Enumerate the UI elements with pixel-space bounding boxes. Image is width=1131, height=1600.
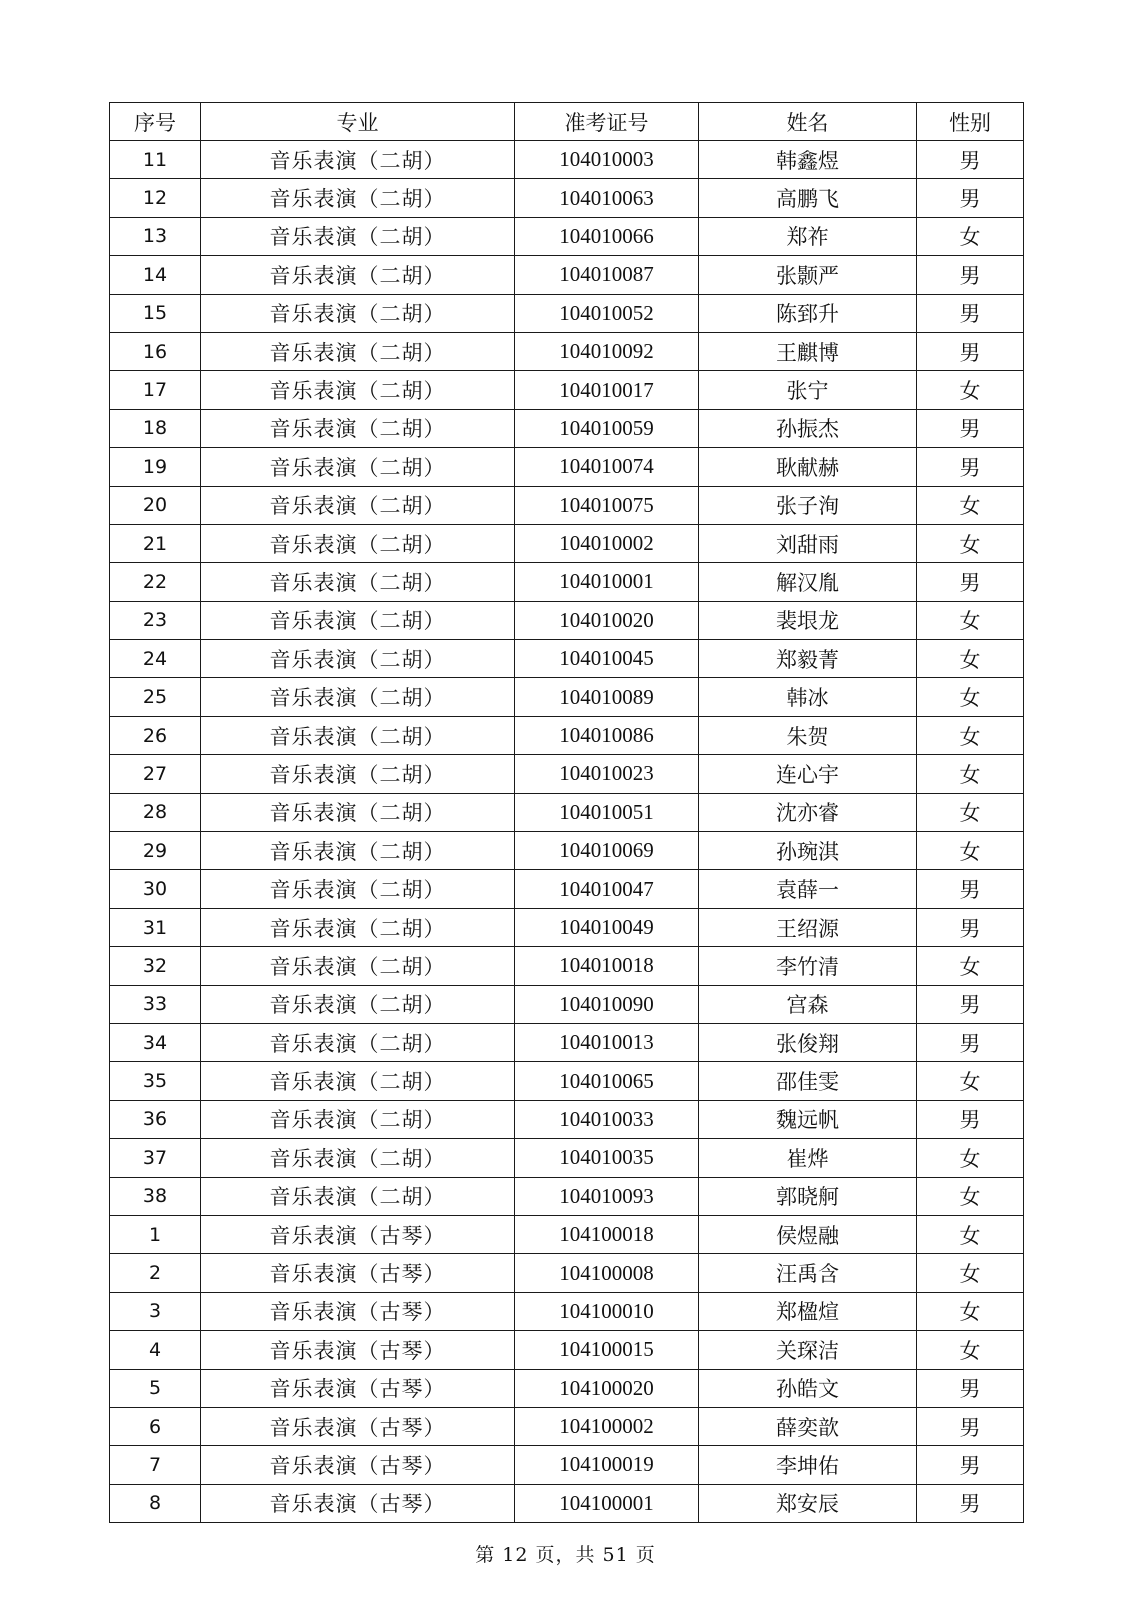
table-row [110, 1177, 1024, 1215]
cell-exam-id: 104010089 [515, 678, 699, 716]
cell-exam-id: 104100019 [515, 1446, 699, 1484]
cell-exam-id: 104010086 [515, 716, 699, 754]
table-row [110, 141, 1024, 179]
cell-gender: 男 [917, 985, 1024, 1023]
cell-gender: 男 [917, 448, 1024, 486]
cell-gender: 女 [917, 524, 1024, 562]
cell-major: 音乐表演（二胡） [201, 640, 515, 678]
cell-no: 19 [110, 448, 201, 486]
cell-no: 25 [110, 678, 201, 716]
cell-exam-id: 104010045 [515, 640, 699, 678]
cell-exam-id: 104010087 [515, 256, 699, 294]
cell-name: 朱贺 [699, 716, 917, 754]
cell-gender: 女 [917, 832, 1024, 870]
cell-major: 音乐表演（古琴） [201, 1484, 515, 1522]
cell-major: 音乐表演（二胡） [201, 1100, 515, 1138]
table-row [110, 716, 1024, 754]
cell-name: 袁薛一 [699, 870, 917, 908]
cell-name: 魏远帆 [699, 1100, 917, 1138]
table-row [110, 217, 1024, 255]
cell-major: 音乐表演（二胡） [201, 141, 515, 179]
cell-no: 16 [110, 332, 201, 370]
cell-name: 汪禹含 [699, 1254, 917, 1292]
cell-major: 音乐表演（二胡） [201, 294, 515, 332]
cell-exam-id: 104010051 [515, 793, 699, 831]
cell-exam-id: 104010074 [515, 448, 699, 486]
cell-major: 音乐表演（二胡） [201, 601, 515, 639]
cell-name: 王绍源 [699, 908, 917, 946]
cell-gender: 男 [917, 332, 1024, 370]
cell-major: 音乐表演（古琴） [201, 1331, 515, 1369]
cell-major: 音乐表演（二胡） [201, 486, 515, 524]
cell-exam-id: 104010063 [515, 179, 699, 217]
cell-gender: 女 [917, 1139, 1024, 1177]
cell-gender: 男 [917, 141, 1024, 179]
table-header [110, 103, 1024, 141]
table-row [110, 1331, 1024, 1369]
cell-name: 郑毅菁 [699, 640, 917, 678]
table-row [110, 1446, 1024, 1484]
cell-no: 37 [110, 1139, 201, 1177]
cell-gender: 女 [917, 1215, 1024, 1253]
cell-exam-id: 104010018 [515, 947, 699, 985]
cell-gender: 女 [917, 755, 1024, 793]
table-row [110, 601, 1024, 639]
cell-major: 音乐表演（二胡） [201, 1177, 515, 1215]
table-row [110, 1139, 1024, 1177]
cell-gender: 女 [917, 947, 1024, 985]
cell-no: 38 [110, 1177, 201, 1215]
cell-major: 音乐表演（古琴） [201, 1446, 515, 1484]
header-no: 序号 [110, 103, 201, 141]
cell-no: 29 [110, 832, 201, 870]
cell-exam-id: 104010092 [515, 332, 699, 370]
cell-name: 郑楹煊 [699, 1292, 917, 1330]
table-body [110, 141, 1024, 1523]
cell-exam-id: 104100002 [515, 1407, 699, 1445]
cell-name: 连心宇 [699, 755, 917, 793]
cell-name: 韩冰 [699, 678, 917, 716]
table-row [110, 947, 1024, 985]
cell-name: 耿献赫 [699, 448, 917, 486]
table-row [110, 486, 1024, 524]
cell-gender: 男 [917, 179, 1024, 217]
table-row [110, 832, 1024, 870]
cell-name: 关琛洁 [699, 1331, 917, 1369]
cell-name: 沈亦睿 [699, 793, 917, 831]
cell-name: 韩鑫煜 [699, 141, 917, 179]
cell-gender: 男 [917, 1407, 1024, 1445]
cell-name: 裴垠龙 [699, 601, 917, 639]
cell-name: 张颢严 [699, 256, 917, 294]
cell-major: 音乐表演（古琴） [201, 1369, 515, 1407]
cell-major: 音乐表演（二胡） [201, 793, 515, 831]
table-row [110, 1254, 1024, 1292]
cell-exam-id: 104010093 [515, 1177, 699, 1215]
cell-gender: 女 [917, 486, 1024, 524]
table-row [110, 1484, 1024, 1522]
cell-no: 15 [110, 294, 201, 332]
cell-name: 郑祚 [699, 217, 917, 255]
cell-major: 音乐表演（二胡） [201, 947, 515, 985]
cell-exam-id: 104100020 [515, 1369, 699, 1407]
cell-exam-id: 104100015 [515, 1331, 699, 1369]
cell-gender: 男 [917, 1446, 1024, 1484]
header-major: 专业 [201, 103, 515, 141]
table-row [110, 1407, 1024, 1445]
cell-major: 音乐表演（二胡） [201, 524, 515, 562]
cell-major: 音乐表演（古琴） [201, 1292, 515, 1330]
cell-no: 31 [110, 908, 201, 946]
cell-no: 20 [110, 486, 201, 524]
cell-name: 邵佳雯 [699, 1062, 917, 1100]
cell-major: 音乐表演（二胡） [201, 409, 515, 447]
cell-no: 17 [110, 371, 201, 409]
cell-major: 音乐表演（二胡） [201, 832, 515, 870]
cell-major: 音乐表演（二胡） [201, 371, 515, 409]
cell-exam-id: 104010052 [515, 294, 699, 332]
cell-no: 12 [110, 179, 201, 217]
table-row [110, 1292, 1024, 1330]
cell-major: 音乐表演（二胡） [201, 755, 515, 793]
table-row [110, 256, 1024, 294]
table-row [110, 1100, 1024, 1138]
cell-name: 孙皓文 [699, 1369, 917, 1407]
table-row [110, 793, 1024, 831]
cell-name: 李竹清 [699, 947, 917, 985]
cell-exam-id: 104010049 [515, 908, 699, 946]
cell-exam-id: 104010002 [515, 524, 699, 562]
cell-gender: 女 [917, 716, 1024, 754]
cell-no: 8 [110, 1484, 201, 1522]
cell-exam-id: 104100018 [515, 1215, 699, 1253]
cell-exam-id: 104010035 [515, 1139, 699, 1177]
cell-gender: 女 [917, 1177, 1024, 1215]
cell-no: 32 [110, 947, 201, 985]
table-row [110, 1062, 1024, 1100]
cell-gender: 女 [917, 1062, 1024, 1100]
cell-major: 音乐表演（二胡） [201, 217, 515, 255]
table-row [110, 678, 1024, 716]
cell-no: 6 [110, 1407, 201, 1445]
cell-gender: 女 [917, 640, 1024, 678]
cell-major: 音乐表演（二胡） [201, 1062, 515, 1100]
cell-gender: 女 [917, 601, 1024, 639]
cell-major: 音乐表演（二胡） [201, 563, 515, 601]
header-name: 姓名 [699, 103, 917, 141]
cell-exam-id: 104010023 [515, 755, 699, 793]
cell-gender: 女 [917, 1331, 1024, 1369]
cell-name: 宫森 [699, 985, 917, 1023]
cell-no: 22 [110, 563, 201, 601]
cell-no: 1 [110, 1215, 201, 1253]
table-row [110, 563, 1024, 601]
cell-gender: 女 [917, 371, 1024, 409]
cell-gender: 女 [917, 217, 1024, 255]
cell-no: 2 [110, 1254, 201, 1292]
cell-no: 27 [110, 755, 201, 793]
cell-exam-id: 104010075 [515, 486, 699, 524]
cell-major: 音乐表演（二胡） [201, 448, 515, 486]
table-row [110, 755, 1024, 793]
cell-name: 崔烨 [699, 1139, 917, 1177]
table-row [110, 1369, 1024, 1407]
cell-gender: 女 [917, 678, 1024, 716]
table-row [110, 985, 1024, 1023]
cell-exam-id: 104010001 [515, 563, 699, 601]
page-number: 第 12 页，共 51 页 [475, 1544, 656, 1566]
cell-no: 13 [110, 217, 201, 255]
cell-exam-id: 104100008 [515, 1254, 699, 1292]
table-row [110, 332, 1024, 370]
cell-major: 音乐表演（古琴） [201, 1215, 515, 1253]
cell-exam-id: 104010069 [515, 832, 699, 870]
cell-name: 高鹏飞 [699, 179, 917, 217]
cell-gender: 男 [917, 1369, 1024, 1407]
cell-no: 11 [110, 141, 201, 179]
cell-exam-id: 104010065 [515, 1062, 699, 1100]
cell-exam-id: 104010047 [515, 870, 699, 908]
cell-no: 18 [110, 409, 201, 447]
cell-name: 张子洵 [699, 486, 917, 524]
cell-exam-id: 104010017 [515, 371, 699, 409]
cell-gender: 男 [917, 563, 1024, 601]
table-row [110, 409, 1024, 447]
cell-major: 音乐表演（二胡） [201, 908, 515, 946]
cell-gender: 男 [917, 409, 1024, 447]
cell-no: 24 [110, 640, 201, 678]
cell-name: 薛奕歆 [699, 1407, 917, 1445]
cell-no: 23 [110, 601, 201, 639]
cell-exam-id: 104010066 [515, 217, 699, 255]
cell-gender: 女 [917, 793, 1024, 831]
cell-name: 孙振杰 [699, 409, 917, 447]
cell-no: 4 [110, 1331, 201, 1369]
table-row [110, 371, 1024, 409]
table-row [110, 1023, 1024, 1061]
cell-gender: 男 [917, 870, 1024, 908]
cell-exam-id: 104010003 [515, 141, 699, 179]
table-row [110, 524, 1024, 562]
cell-name: 郑安辰 [699, 1484, 917, 1522]
cell-name: 侯煜融 [699, 1215, 917, 1253]
cell-major: 音乐表演（二胡） [201, 985, 515, 1023]
cell-name: 张宁 [699, 371, 917, 409]
student-roster-table [109, 102, 1024, 1523]
cell-major: 音乐表演（二胡） [201, 179, 515, 217]
cell-major: 音乐表演（二胡） [201, 716, 515, 754]
cell-major: 音乐表演（二胡） [201, 1023, 515, 1061]
cell-gender: 男 [917, 294, 1024, 332]
cell-no: 28 [110, 793, 201, 831]
header-gender: 性别 [917, 103, 1024, 141]
cell-exam-id: 104010020 [515, 601, 699, 639]
cell-exam-id: 104010013 [515, 1023, 699, 1061]
cell-no: 30 [110, 870, 201, 908]
cell-no: 14 [110, 256, 201, 294]
cell-major: 音乐表演（二胡） [201, 1139, 515, 1177]
cell-exam-id: 104010033 [515, 1100, 699, 1138]
cell-name: 郭晓舸 [699, 1177, 917, 1215]
cell-no: 26 [110, 716, 201, 754]
cell-gender: 男 [917, 1023, 1024, 1061]
cell-name: 陈郅升 [699, 294, 917, 332]
cell-major: 音乐表演（古琴） [201, 1254, 515, 1292]
cell-gender: 男 [917, 1100, 1024, 1138]
cell-name: 张俊翔 [699, 1023, 917, 1061]
cell-no: 35 [110, 1062, 201, 1100]
cell-gender: 女 [917, 1292, 1024, 1330]
cell-no: 34 [110, 1023, 201, 1061]
table-row [110, 179, 1024, 217]
cell-exam-id: 104100010 [515, 1292, 699, 1330]
cell-major: 音乐表演（二胡） [201, 332, 515, 370]
table-row [110, 640, 1024, 678]
cell-no: 7 [110, 1446, 201, 1484]
cell-major: 音乐表演（二胡） [201, 870, 515, 908]
table-row [110, 448, 1024, 486]
cell-gender: 女 [917, 1254, 1024, 1292]
cell-no: 33 [110, 985, 201, 1023]
cell-name: 解汉胤 [699, 563, 917, 601]
cell-exam-id: 104010090 [515, 985, 699, 1023]
cell-exam-id: 104100001 [515, 1484, 699, 1522]
cell-name: 李坤佑 [699, 1446, 917, 1484]
table-row [110, 870, 1024, 908]
cell-no: 5 [110, 1369, 201, 1407]
cell-no: 21 [110, 524, 201, 562]
cell-major: 音乐表演（二胡） [201, 678, 515, 716]
cell-gender: 男 [917, 256, 1024, 294]
cell-gender: 男 [917, 908, 1024, 946]
header-exam-id: 准考证号 [515, 103, 699, 141]
cell-exam-id: 104010059 [515, 409, 699, 447]
cell-name: 刘甜雨 [699, 524, 917, 562]
cell-major: 音乐表演（二胡） [201, 256, 515, 294]
cell-no: 36 [110, 1100, 201, 1138]
cell-gender: 男 [917, 1484, 1024, 1522]
cell-name: 孙琬淇 [699, 832, 917, 870]
cell-name: 王麒博 [699, 332, 917, 370]
header-row [110, 103, 1024, 141]
table-row [110, 1215, 1024, 1253]
cell-major: 音乐表演（古琴） [201, 1407, 515, 1445]
table-row [110, 294, 1024, 332]
table-row [110, 908, 1024, 946]
cell-no: 3 [110, 1292, 201, 1330]
